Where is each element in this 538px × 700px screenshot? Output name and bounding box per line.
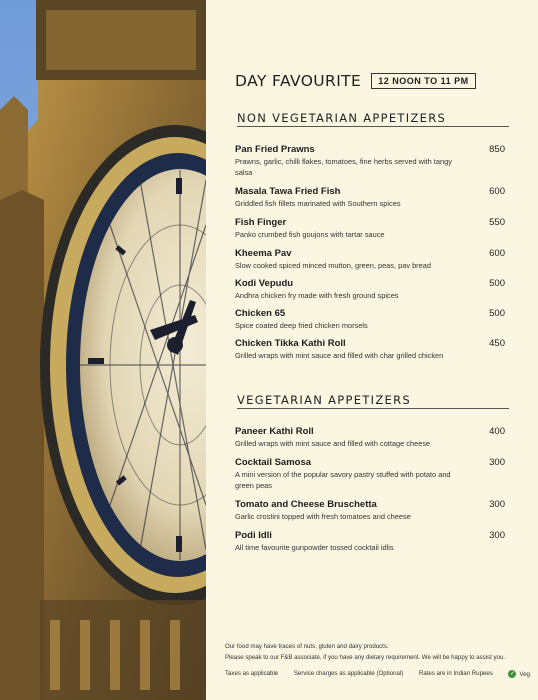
clock-tower-photo (0, 0, 206, 700)
section-divider (237, 126, 509, 127)
item-description: All time favourite gunpowder tossed cocktail idlis (235, 543, 394, 552)
item-description: Prawns, garlic, chilli flakes, tomatoes, fine herbs served with tangy salsa (235, 157, 452, 177)
menu-item (235, 530, 505, 554)
item-price: 600 (489, 186, 505, 197)
item-price: 500 (489, 278, 505, 289)
item-price: 850 (489, 144, 505, 155)
menu-item (235, 248, 505, 272)
item-description: Grilled wraps with mint sauce and filled with cottage cheese (235, 439, 431, 448)
menu-item (235, 278, 505, 302)
menu-item (235, 144, 505, 178)
item-name: Kodi Vepudu (235, 278, 294, 289)
item-name: Paneer Kathi Roll (235, 426, 314, 437)
veg-label: Veg (519, 670, 530, 678)
veg-legend (508, 670, 530, 678)
item-name: Chicken 65 (235, 308, 286, 319)
item-name: Kheema Pav (235, 248, 292, 259)
menu-item (235, 426, 505, 450)
item-name: Podi Idli (235, 530, 272, 541)
item-name: Chicken Tikka Kathi Roll (235, 338, 346, 349)
menu-item (235, 499, 505, 523)
item-price: 450 (489, 338, 505, 349)
allergen-note: Our food may have traces of nuts, gluten and dairy products. (225, 643, 389, 650)
section-title-non-veg: NON VEGETARIAN APPETIZERS (237, 111, 447, 125)
footer-notes (225, 641, 525, 663)
menu-item (235, 217, 505, 241)
item-description: Garlic crostini topped with fresh tomatoes and cheese (235, 512, 411, 521)
time-badge: 12 NOON TO 11 PM (371, 73, 475, 89)
menu-item (235, 308, 505, 332)
dietary-note: Please speak to our F&B associate, if you have any dietary requirement. We will be happy to assist you. (225, 654, 506, 661)
rates-note: Rates are in Indian Rupees (418, 670, 493, 677)
item-price: 300 (489, 499, 505, 510)
item-description: Grilled wraps with mint sauce and filled with char grilled chicken (235, 351, 444, 360)
veg-leaf-icon: ✓ (509, 671, 515, 677)
menu-item (235, 457, 505, 491)
section-title-veg: VEGETARIAN APPETIZERS (237, 393, 411, 407)
item-price: 300 (489, 457, 505, 468)
item-name: Masala Tawa Fried Fish (235, 186, 341, 197)
item-description: Griddled fish fillets marinated with Southern spices (235, 199, 401, 208)
item-price: 400 (489, 426, 505, 437)
item-price: 600 (489, 248, 505, 259)
page-title: DAY FAVOURITE (235, 72, 362, 90)
item-name: Fish Finger (235, 217, 287, 228)
item-description: A mini version of the popular savory pastry stuffed with potato and green peas (235, 470, 451, 490)
item-name: Cocktail Samosa (235, 457, 312, 468)
clock-tower-illustration (0, 0, 206, 700)
item-description: Slow cooked spiced minced mutton, green, peas, pav bread (235, 261, 431, 270)
item-name: Pan Fried Prawns (235, 144, 315, 155)
footer-legal (225, 670, 530, 678)
item-price: 500 (489, 308, 505, 319)
menu-item (235, 186, 505, 210)
menu-header (235, 72, 476, 90)
taxes-note: Taxes as applicable (225, 670, 279, 677)
menu-item (235, 338, 505, 362)
item-description: Panko crumbed fish goujons with tartar sauce (235, 230, 385, 239)
item-description: Spice coated deep fried chicken morsels (235, 321, 368, 330)
service-charge-note: Service charges as applicable (Optional) (293, 670, 404, 677)
item-price: 300 (489, 530, 505, 541)
item-name: Tomato and Cheese Bruschetta (235, 499, 377, 510)
section-divider (237, 408, 509, 409)
item-price: 550 (489, 217, 505, 228)
item-description: Andhra chicken fry made with fresh ground spices (235, 291, 399, 300)
menu-panel (206, 0, 538, 700)
